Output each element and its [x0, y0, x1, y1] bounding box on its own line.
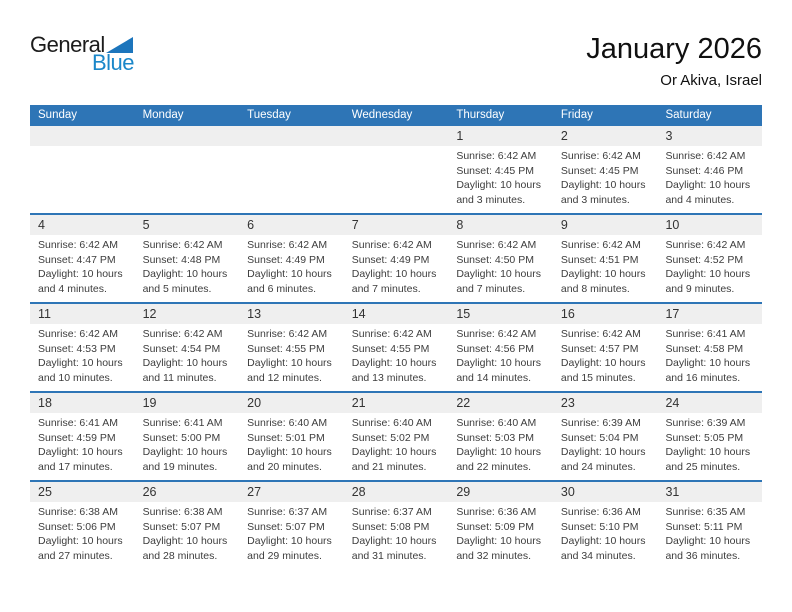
sunrise-text: Sunrise: 6:42 AM	[38, 239, 118, 251]
day-cell	[448, 235, 553, 302]
sunrise-text: Sunrise: 6:42 AM	[665, 150, 746, 162]
sunset-text: Sunset: 5:03 PM	[456, 431, 534, 444]
calendar-table	[30, 105, 762, 569]
daylight-text: Daylight: 10 hours and 22 minutes.	[456, 446, 541, 473]
empty-day-cell	[239, 146, 344, 213]
calendar-weeks	[30, 126, 762, 569]
daylight-text: Daylight: 10 hours and 10 minutes.	[38, 357, 123, 384]
sunrise-text: Sunrise: 6:36 AM	[456, 506, 537, 518]
sunrise-text: Sunrise: 6:41 AM	[665, 328, 746, 340]
day-number: 9	[560, 218, 568, 232]
day-number: 7	[351, 218, 359, 232]
sunset-text: Sunset: 5:08 PM	[351, 520, 430, 533]
day-cell	[657, 235, 762, 302]
day-number: 12	[142, 307, 157, 321]
daylight-text: Daylight: 10 hours and 7 minutes.	[456, 268, 541, 295]
sunrise-text: Sunrise: 6:35 AM	[665, 506, 746, 518]
daylight-text: Daylight: 10 hours and 24 minutes.	[560, 446, 646, 473]
daylight-text: Daylight: 10 hours and 32 minutes.	[456, 535, 541, 562]
logo-text-general: General	[30, 32, 105, 57]
day-number: 1	[456, 129, 464, 143]
sunset-text: Sunset: 4:45 PM	[456, 164, 534, 177]
sunset-text: Sunset: 4:54 PM	[142, 342, 221, 355]
general-blue-logo	[30, 34, 134, 74]
sunset-text: Sunset: 4:53 PM	[38, 342, 116, 355]
day-number: 23	[560, 396, 575, 410]
daylight-text: Daylight: 10 hours and 19 minutes.	[142, 446, 228, 473]
daylight-text: Daylight: 10 hours and 5 minutes.	[142, 268, 228, 295]
day-cell	[553, 324, 658, 391]
daylight-text: Daylight: 10 hours and 16 minutes.	[665, 357, 751, 384]
title-block	[586, 34, 762, 89]
sunset-text: Sunset: 4:58 PM	[665, 342, 744, 355]
daylight-text: Daylight: 10 hours and 4 minutes.	[665, 179, 751, 206]
sunrise-text: Sunrise: 6:42 AM	[142, 239, 223, 251]
daylight-text: Daylight: 10 hours and 36 minutes.	[665, 535, 751, 562]
sunset-text: Sunset: 4:55 PM	[351, 342, 430, 355]
sunrise-text: Sunrise: 6:42 AM	[456, 239, 537, 251]
weekday-header-row	[30, 105, 762, 126]
daylight-text: Daylight: 10 hours and 13 minutes.	[351, 357, 437, 384]
sunrise-text: Sunrise: 6:42 AM	[351, 328, 432, 340]
day-number: 6	[247, 218, 255, 232]
day-cell	[30, 235, 135, 302]
day-cell	[344, 413, 449, 480]
day-cell	[344, 502, 449, 569]
sunset-text: Sunset: 4:49 PM	[351, 253, 430, 266]
weekday-header-tuesday: Tuesday	[247, 109, 291, 121]
day-number: 11	[38, 307, 51, 321]
day-number: 2	[560, 129, 568, 143]
day-details-band	[30, 502, 762, 569]
day-number: 19	[142, 396, 157, 410]
daylight-text: Daylight: 10 hours and 3 minutes.	[456, 179, 541, 206]
day-number-band	[30, 126, 762, 146]
sunrise-text: Sunrise: 6:42 AM	[142, 328, 223, 340]
daylight-text: Daylight: 10 hours and 12 minutes.	[247, 357, 332, 384]
sunrise-text: Sunrise: 6:41 AM	[142, 417, 223, 429]
daylight-text: Daylight: 10 hours and 15 minutes.	[560, 357, 646, 384]
daylight-text: Daylight: 10 hours and 29 minutes.	[247, 535, 332, 562]
day-cell	[239, 235, 344, 302]
daylight-text: Daylight: 10 hours and 21 minutes.	[351, 446, 437, 473]
sunset-text: Sunset: 5:04 PM	[560, 431, 639, 444]
empty-day-number	[30, 126, 135, 146]
day-number: 24	[665, 396, 680, 410]
day-details-band	[30, 235, 762, 302]
sunset-text: Sunset: 4:47 PM	[38, 253, 116, 266]
day-cell	[344, 324, 449, 391]
sunset-text: Sunset: 5:06 PM	[38, 520, 116, 533]
sunrise-text: Sunrise: 6:42 AM	[560, 150, 641, 162]
weekday-header-saturday: Saturday	[665, 109, 712, 121]
day-number-band	[30, 393, 762, 413]
day-cell	[344, 235, 449, 302]
sunset-text: Sunset: 5:02 PM	[351, 431, 430, 444]
day-cell	[657, 502, 762, 569]
day-cell	[448, 413, 553, 480]
daylight-text: Daylight: 10 hours and 34 minutes.	[560, 535, 646, 562]
empty-day-cell	[344, 146, 449, 213]
day-cell	[553, 146, 658, 213]
sunset-text: Sunset: 5:00 PM	[142, 431, 221, 444]
day-cell	[657, 324, 762, 391]
sunset-text: Sunset: 5:07 PM	[142, 520, 221, 533]
day-details-band	[30, 146, 762, 213]
day-number: 31	[665, 485, 680, 499]
sunset-text: Sunset: 4:46 PM	[665, 164, 744, 177]
day-number: 8	[456, 218, 464, 232]
day-number: 25	[38, 485, 52, 499]
day-cell	[553, 502, 658, 569]
day-number: 21	[351, 396, 366, 410]
day-number: 13	[247, 307, 262, 321]
day-number: 17	[665, 307, 680, 321]
daylight-text: Daylight: 10 hours and 8 minutes.	[560, 268, 646, 295]
weekday-header-sunday: Sunday	[38, 109, 78, 121]
sunrise-text: Sunrise: 6:36 AM	[560, 506, 641, 518]
daylight-text: Daylight: 10 hours and 4 minutes.	[38, 268, 123, 295]
daylight-text: Daylight: 10 hours and 20 minutes.	[247, 446, 332, 473]
daylight-text: Daylight: 10 hours and 25 minutes.	[665, 446, 751, 473]
week-row	[30, 480, 762, 569]
sunrise-text: Sunrise: 6:39 AM	[560, 417, 641, 429]
daylight-text: Daylight: 10 hours and 11 minutes.	[142, 357, 228, 384]
sunrise-text: Sunrise: 6:42 AM	[247, 328, 328, 340]
sunrise-text: Sunrise: 6:40 AM	[456, 417, 537, 429]
empty-day-number	[239, 126, 344, 146]
day-details-band	[30, 413, 762, 480]
week-row	[30, 391, 762, 480]
sunset-text: Sunset: 4:49 PM	[247, 253, 325, 266]
daylight-text: Daylight: 10 hours and 3 minutes.	[560, 179, 646, 206]
sunrise-text: Sunrise: 6:42 AM	[456, 150, 537, 162]
sunset-text: Sunset: 4:55 PM	[247, 342, 325, 355]
daylight-text: Daylight: 10 hours and 9 minutes.	[665, 268, 751, 295]
day-cell	[30, 324, 135, 391]
empty-day-cell	[135, 146, 240, 213]
day-number: 14	[351, 307, 366, 321]
sunset-text: Sunset: 4:45 PM	[560, 164, 639, 177]
sunrise-text: Sunrise: 6:42 AM	[665, 239, 746, 251]
sunset-text: Sunset: 4:56 PM	[456, 342, 534, 355]
day-number: 20	[247, 396, 262, 410]
day-cell	[30, 502, 135, 569]
day-cell	[553, 235, 658, 302]
day-number-band	[30, 215, 762, 235]
day-number: 30	[560, 485, 575, 499]
sunset-text: Sunset: 4:59 PM	[38, 431, 116, 444]
sunset-text: Sunset: 5:07 PM	[247, 520, 325, 533]
day-number: 15	[456, 307, 471, 321]
sunset-text: Sunset: 5:10 PM	[560, 520, 639, 533]
day-number: 18	[38, 396, 52, 410]
daylight-text: Daylight: 10 hours and 17 minutes.	[38, 446, 123, 473]
sunrise-text: Sunrise: 6:42 AM	[456, 328, 537, 340]
sunrise-text: Sunrise: 6:40 AM	[351, 417, 432, 429]
day-number: 22	[456, 396, 471, 410]
day-number: 10	[665, 218, 680, 232]
day-number-band	[30, 304, 762, 324]
day-cell	[448, 324, 553, 391]
day-cell	[239, 413, 344, 480]
day-cell	[239, 324, 344, 391]
day-number: 16	[560, 307, 575, 321]
daylight-text: Daylight: 10 hours and 14 minutes.	[456, 357, 541, 384]
sunrise-text: Sunrise: 6:42 AM	[560, 328, 641, 340]
sunset-text: Sunset: 4:51 PM	[560, 253, 639, 266]
day-number-band	[30, 482, 762, 502]
day-number: 28	[351, 485, 366, 499]
weekday-header-thursday: Thursday	[456, 109, 505, 121]
week-row	[30, 302, 762, 391]
week-row	[30, 126, 762, 213]
sunrise-text: Sunrise: 6:42 AM	[560, 239, 641, 251]
sunset-text: Sunset: 4:48 PM	[142, 253, 221, 266]
day-cell	[135, 324, 240, 391]
sunrise-text: Sunrise: 6:40 AM	[247, 417, 328, 429]
day-cell	[239, 502, 344, 569]
daylight-text: Daylight: 10 hours and 27 minutes.	[38, 535, 123, 562]
empty-day-number	[344, 126, 449, 146]
day-number: 4	[38, 218, 45, 232]
weekday-header-friday: Friday	[560, 109, 593, 121]
logo-text-blue: Blue	[92, 50, 135, 75]
location-subtitle: Or Akiva, Israel	[660, 71, 762, 89]
daylight-text: Daylight: 10 hours and 7 minutes.	[351, 268, 437, 295]
sunset-text: Sunset: 4:52 PM	[665, 253, 744, 266]
sunrise-text: Sunrise: 6:41 AM	[38, 417, 118, 429]
sunset-text: Sunset: 4:57 PM	[560, 342, 639, 355]
sunrise-text: Sunrise: 6:42 AM	[351, 239, 432, 251]
day-details-band	[30, 324, 762, 391]
weekday-header-monday: Monday	[142, 109, 184, 121]
day-cell	[135, 502, 240, 569]
day-cell	[448, 502, 553, 569]
sunset-text: Sunset: 5:05 PM	[665, 431, 744, 444]
empty-day-cell	[30, 146, 135, 213]
day-number: 3	[665, 129, 673, 143]
day-cell	[135, 235, 240, 302]
sunset-text: Sunset: 5:11 PM	[665, 520, 743, 533]
day-number: 26	[142, 485, 157, 499]
daylight-text: Daylight: 10 hours and 31 minutes.	[351, 535, 437, 562]
empty-day-number	[135, 126, 240, 146]
day-cell	[657, 413, 762, 480]
sunrise-text: Sunrise: 6:42 AM	[247, 239, 328, 251]
sunrise-text: Sunrise: 6:38 AM	[38, 506, 118, 518]
day-cell	[135, 413, 240, 480]
day-number: 29	[456, 485, 471, 499]
day-number: 5	[142, 218, 150, 232]
day-cell	[30, 413, 135, 480]
day-number: 27	[247, 485, 262, 499]
sunrise-text: Sunrise: 6:37 AM	[247, 506, 328, 518]
month-title: January 2026	[586, 33, 762, 65]
sunrise-text: Sunrise: 6:37 AM	[351, 506, 432, 518]
day-cell	[448, 146, 553, 213]
sunrise-text: Sunrise: 6:38 AM	[142, 506, 223, 518]
sunset-text: Sunset: 4:50 PM	[456, 253, 534, 266]
weekday-header-wednesday: Wednesday	[351, 109, 413, 121]
page-header	[30, 34, 762, 89]
week-row	[30, 213, 762, 302]
daylight-text: Daylight: 10 hours and 28 minutes.	[142, 535, 228, 562]
sunrise-text: Sunrise: 6:39 AM	[665, 417, 746, 429]
sunset-text: Sunset: 5:09 PM	[456, 520, 534, 533]
sunrise-text: Sunrise: 6:42 AM	[38, 328, 118, 340]
day-cell	[553, 413, 658, 480]
sunset-text: Sunset: 5:01 PM	[247, 431, 325, 444]
day-cell	[657, 146, 762, 213]
daylight-text: Daylight: 10 hours and 6 minutes.	[247, 268, 332, 295]
